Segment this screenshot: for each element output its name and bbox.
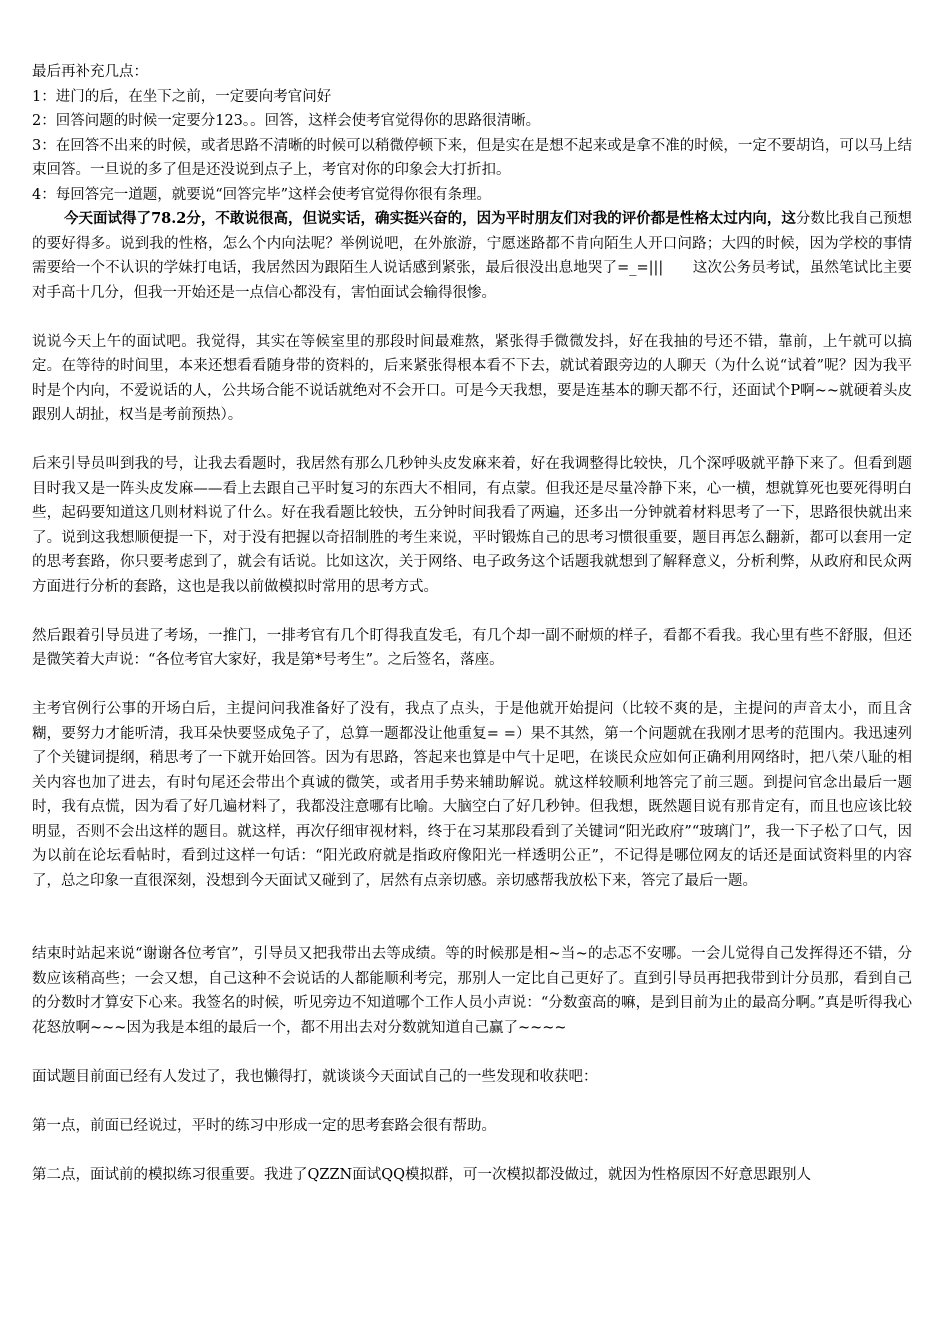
intro-point-3: 3：在回答不出来的时候，或者思路不清晰的时候可以稍微停顿下来，但是实在是想不起来或是拿不准的时候，一定不要胡诌，可以马上结束回答。一旦说的多了但是还没说到点子上，考官对你的印象会大打折扣。 [32,137,912,178]
paragraph-waiting-room: 说说今天上午的面试吧。我觉得，其实在等候室里的那段时间最难熬，紧张得手微微发抖，好在我抽的号还不错，靠前，上午就可以搞定。在等待的时间里，本来还想看看随身带的资料的，后来紧张得根本看不下去，就试着跟旁边的人聊天（为什么说“试着”呢？因为我平时是个内向，不爱说话的人，公共场合能不说话就绝对不会开口。可是今天我想，要是连基本的聊天都不行，还面试个P啊~~就硬着头皮跟别人胡扯，权当是考前预热）。 [32,333,912,423]
intro-point-1: 1：进门的后，在坐下之前，一定要向考官问好 [32,88,332,105]
blank-line [32,918,912,943]
paragraph-score-lead: 今天面试得了78.2分，不敢说很高，但说实话，确实挺兴奋的，因为平时朋友们对我的评价都是性格太过内向，这 [64,210,796,227]
document-body [32,60,912,1212]
paragraph-answering: 主考官例行公事的开场白后，主提问问我准备好了没有，我点了点头，于是他就开始提问（比较不爽的是，主提问的声音太小，而且含糊，要努力才能听清，我耳朵快要竖成兔子了，总算一题都没让他重复= =）果不其然，第一个问题就在我刚才思考的范围内。我迅速列了个关键词提纲，稍思考了一下就开始回答。因为有思路，答起来也算是中气十足吧，在谈民众应如何正确利用网络时，把八荣八耻的相关内容也加了进去，有时句尾还会带出个真诚的微笑，或者用手势来辅助解说。就这样较顺利地答完了前三题。到提问官念出最后一题时，我有点慌，因为看了好几遍材料了，我都没注意哪有比喻。大脑空白了好几秒钟。但我想，既然题目说有那肯定有，而且也应该比较明显，否则不会出这样的题目。就这样，再次仔细审视材料，终于在习某那段看到了关键词“阳光政府”“玻璃门”，我一下子松了口气，因为以前在论坛看帖时，看到过这样一句话：“阳光政府就是指政府像阳光一样透明公正”，不记得是哪位网友的话还是面试资料里的内容了，总之印象一直很深刻，没想到今天面试又碰到了，居然有点亲切感。亲切感帮我放松下来，答完了最后一题。 [32,701,912,889]
paragraph-summary-intro: 面试题目前面已经有人发过了，我也懒得打，就谈谈今天面试自己的一些发现和收获吧： [32,1068,598,1085]
intro-point-4: 4：每回答完一道题，就要说“回答完毕”这样会使考官觉得你很有条理。 [32,186,492,203]
paragraph-point-two: 第二点，面试前的模拟练习很重要。我进了QZZN面试QQ模拟群，可一次模拟都没做过，就因为性格原因不好意思跟别人 [32,1166,811,1183]
paragraph-score [32,207,912,305]
intro-heading: 最后再补充几点： [32,64,148,80]
paragraph-reading-question: 后来引导员叫到我的号，让我去看题时，我居然有那么几秒钟头皮发麻来着，好在我调整得比较快，几个深呼吸就平静下来了。但看到题目时我又是一阵头皮发麻——看上去跟自己平时复习的东西大不相同，有点蒙。但我还是尽量冷静下来，心一横，想就算死也要死得明白些，起码要知道这几则材料说了什么。好在我看题比较快，五分钟时间我看了两遍，还多出一分钟就着材料思考了一下，思路很快就出来了。说到这我想顺便提一下，对于没有把握以奇招制胜的考生来说，平时锻炼自己的思考习惯很重要，题目再怎么翻新，都可以套用一定的思考套路，你只要考虑到了，就会有话说。比如这次，关于网络、电子政务这个话题我就想到了解释意义，分析利弊，从政府和民众两方面进行分析的套路，这也是我以前做模拟时常用的思考方式。 [32,456,912,595]
intro-point-2: 2：回答问题的时候一定要分123。。回答，这样会使考官觉得你的思路很清晰。 [32,113,541,129]
paragraph-entering-room: 然后跟着引导员进了考场，一推门，一排考官有几个盯得我直发毛，有几个却一副不耐烦的样子，看都不看我。我心里有些不舒服，但还是微笑着大声说：“各位考官大家好，我是第*号考生”。之后签名，落座。 [32,627,912,668]
paragraph-point-one: 第一点，前面已经说过，平时的练习中形成一定的思考套路会很有帮助。 [32,1117,496,1134]
paragraph-score-rest: 分数比我自己预想的要好得多。说到我的性格，怎么个内向法呢？举例说吧，在外旅游，宁愿迷路都不肯向陌生人开口问路；大四的时候，因为学校的事情需要给一个不认识的学妹打电话，我居然因为跟陌生人说话感到紧张，最后很没出息地哭了=_=||| 这次公务员考试，虽然笔试比主要对手高十几分，但我一开始还是一点信心都没有，害怕面试会输得很惨。 [32,211,913,301]
paragraph-result: 结束时站起来说“谢谢各位考官”，引导员又把我带出去等成绩。等的时候那是相~当~的忐忑不安哪。一会儿觉得自己发挥得还不错，分数应该稍高些；一会又想，自己这种不会说话的人都能顺利考完，那别人一定比自己更好了。直到引导员再把我带到计分员那，看到自己的分数时才算安下心来。我签名的时候，听见旁边不知道哪个工作人员小声说：“分数蛮高的嘛，是到目前为止的最高分啊。”真是听得我心花怒放啊~~~因为我是本组的最后一个，都不用出去对分数就知道自己赢了~~~~ [32,946,912,1036]
